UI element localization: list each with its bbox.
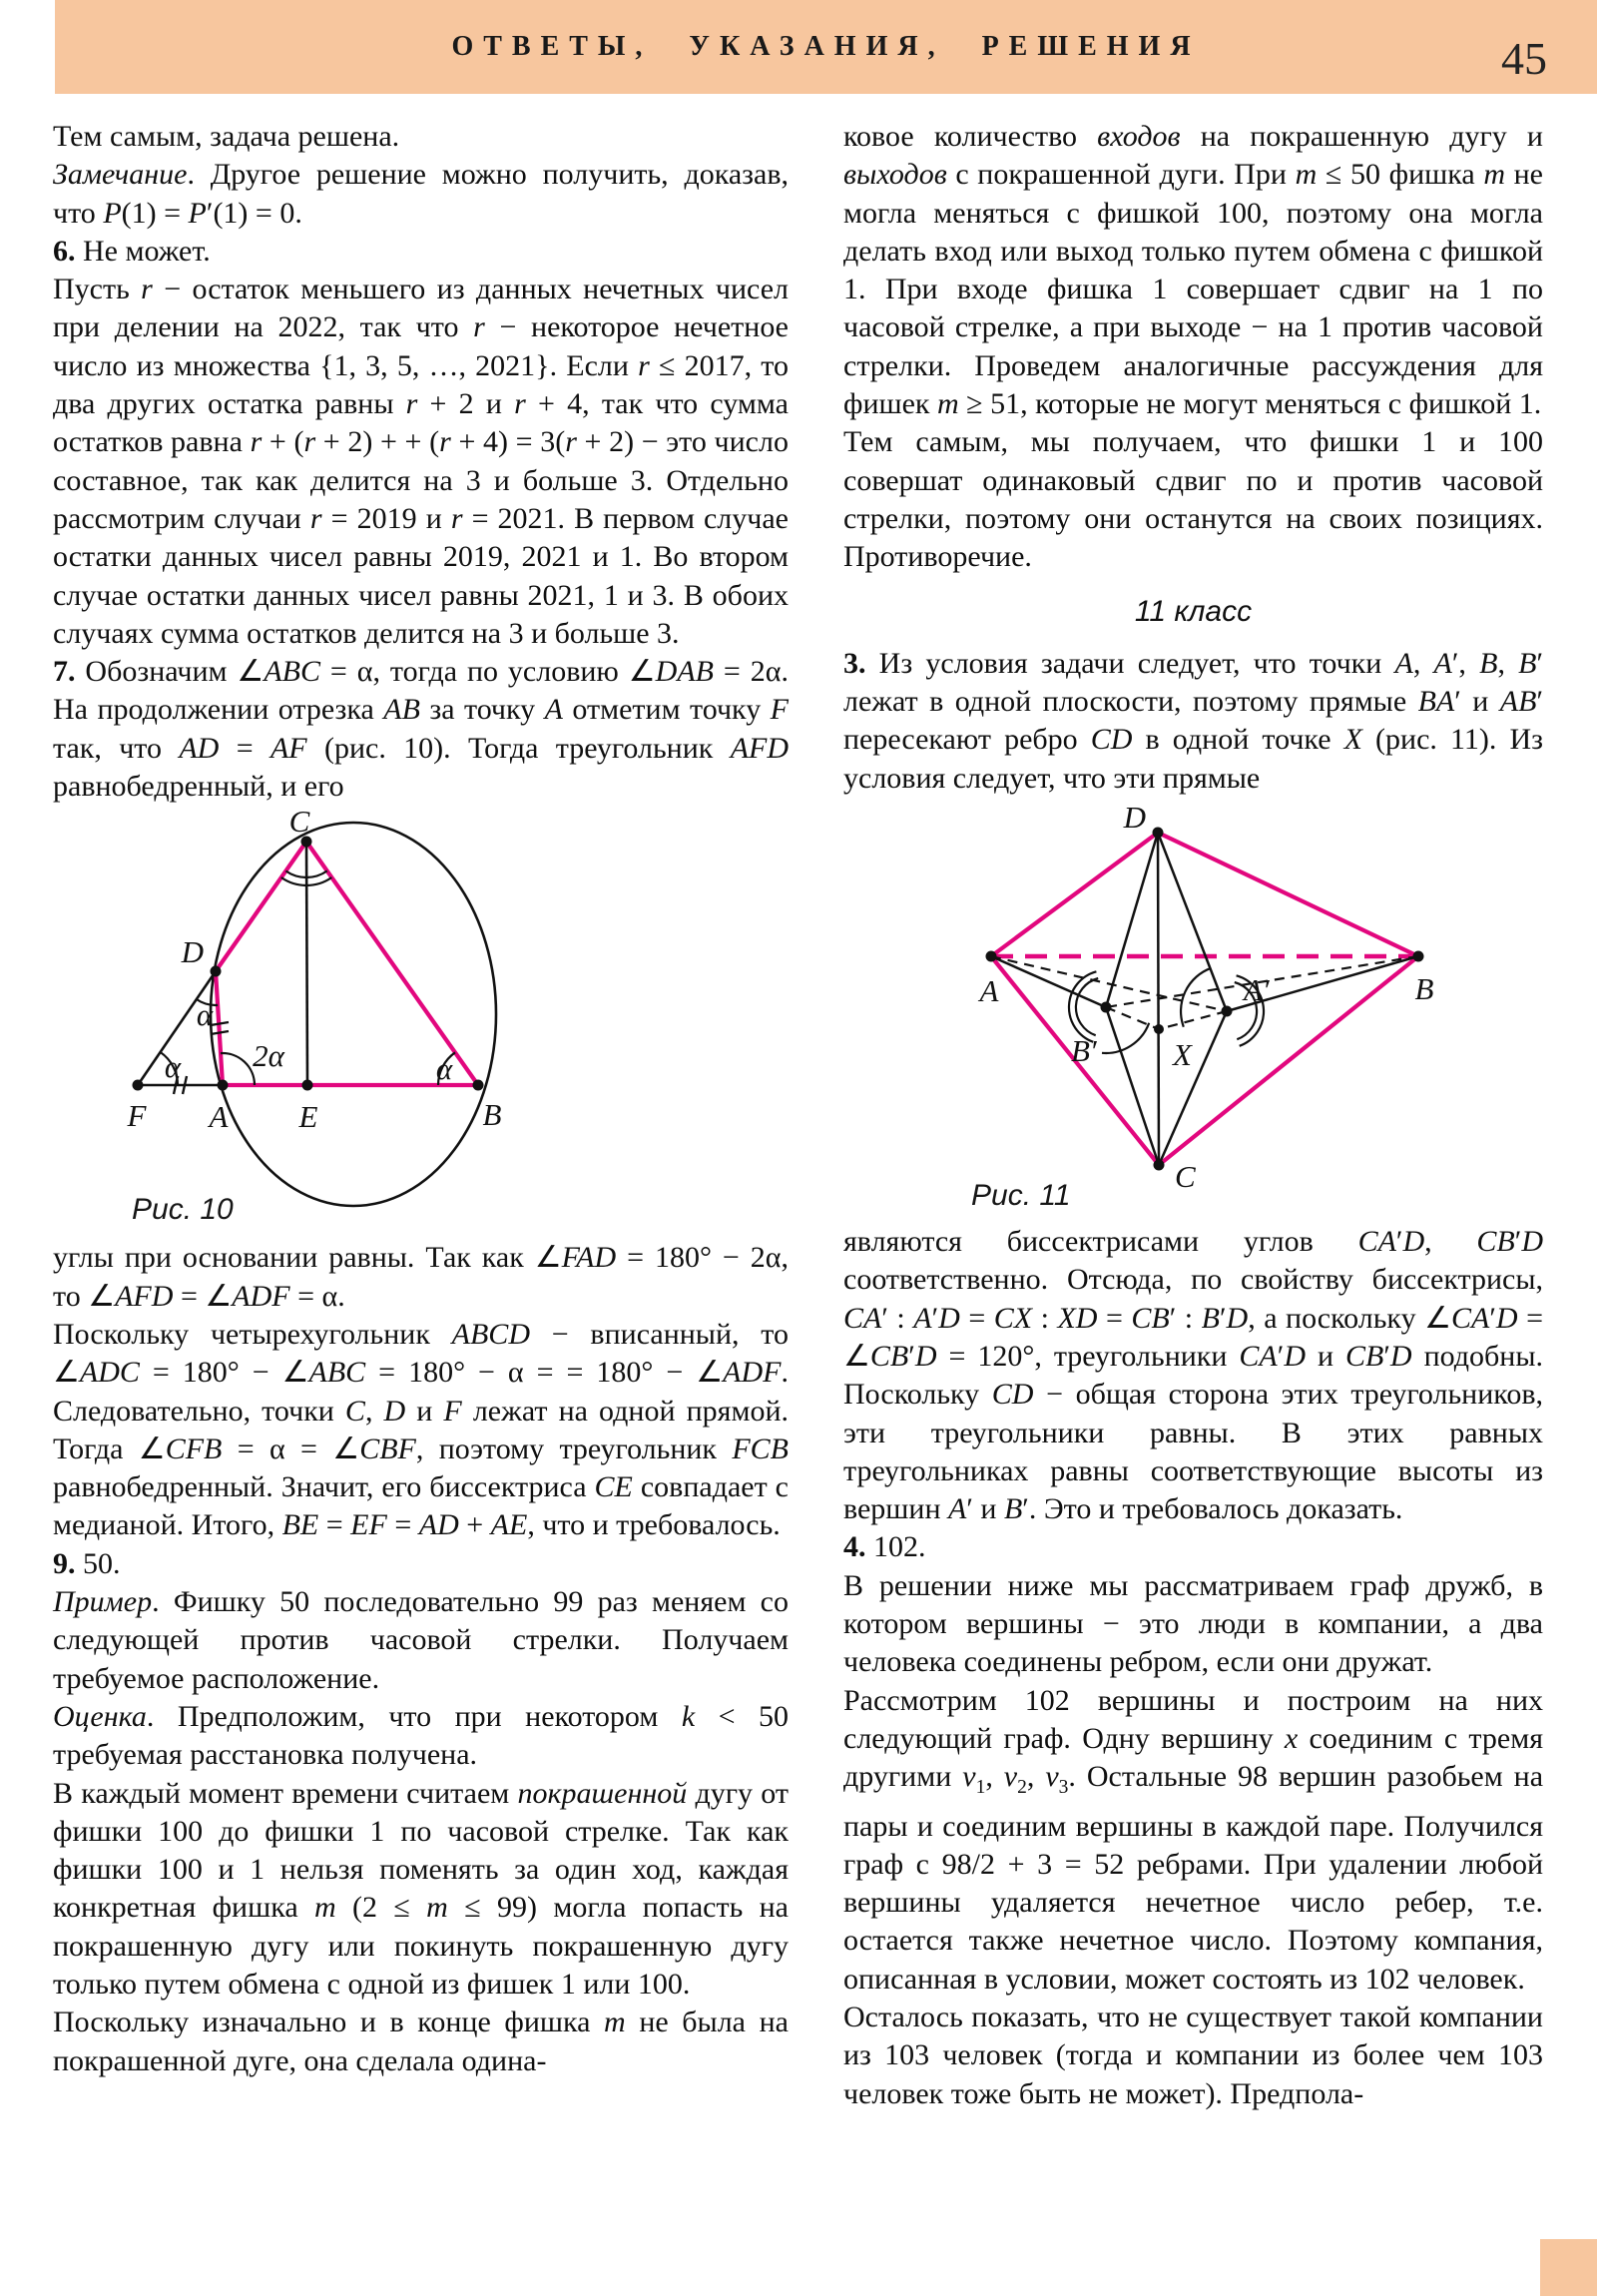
section-heading-grade-11: 11 класс	[1134, 594, 1253, 628]
label-C: C	[288, 810, 310, 840]
figure-11	[843, 804, 1543, 1215]
dashed-lines	[991, 956, 1418, 1029]
arc-Aprime-upper	[1181, 968, 1211, 1027]
arc-Bprime-lower	[1102, 1023, 1149, 1053]
label-D: D	[1123, 804, 1146, 836]
point-E	[302, 1080, 313, 1091]
point-B-prime	[1101, 1002, 1112, 1013]
label-alpha-F: α	[164, 1049, 182, 1085]
label-B-prime: B′	[1071, 1033, 1097, 1069]
label-B: B	[482, 1097, 502, 1133]
paragraph: Замечание. Другое решение можно получить, доказав, что P(1) = P′(1) = 0.	[53, 158, 789, 230]
point-A	[986, 951, 997, 962]
paragraph: являются биссектрисами углов CA′D, CB′D соответственно. Отсюда, по свойству биссектрисы, CA′ : A′D = CX : XD = CB′ : B′D, а поскольку ∠CA′D = ∠CB′D = 120°, треугольники CA′D и CB′D подобны. Поскольку CD − общая сторона этих треугольников, эти треугольники равны. В этих равных треугольниках равны соответствующие высоты из вершин A′ и B′. Это и требовалось доказать.	[843, 1225, 1544, 1526]
paragraph: В каждый момент времени считаем покрашенной дугу от фишки 100 до фишки 1 по часовой стрелке. Так как фишки 100 и 1 нельзя поменять за один ход, каждая конкретная фишка m (2 ≤ m ≤ 99) могла попасть на покрашенную дугу или покинуть покрашенную дугу только путем обмена с одной из фишек 1 или 100.	[53, 1776, 789, 2001]
point-B	[473, 1080, 484, 1091]
point-D	[1153, 828, 1164, 839]
circumscribed-circle	[211, 823, 496, 1206]
label-alpha-D: α	[196, 997, 214, 1033]
point-D	[211, 966, 222, 977]
paragraph: Рассмотрим 102 вершины и построим на них следующий граф. Одну вершину x соединим с тремя другими $v_1$, $v_2$, $v_3$. Остальные 98 вершин разобьем на пары и соединим вершины в каждой паре. Получился граф с 98/2 + 3 = 52 ребрами. При удалении любой вершины удаляется нечетное число ребер, т.е. остается также нечетное число. Поэтому компания, описанная в условии, может состоять из 102 человек.	[843, 1683, 1544, 1996]
figure-10	[53, 810, 789, 1233]
right-column	[843, 118, 1543, 2113]
label-alpha-B: α	[435, 1051, 453, 1087]
edge-BC	[1159, 956, 1418, 1165]
tick-DA-2	[211, 1031, 229, 1034]
page-title: ОТВЕТЫ, УКАЗАНИЯ, РЕШЕНИЯ	[451, 31, 1201, 62]
paragraph: Пусть r − остаток меньшего из данных нечетных чисел при делении на 2022, так что r − некоторое нечетное число из множества {1, 3, 5, …, 2021}. Если r ≤ 2017, то два других остатка равны r + 2 и r + 4, так что сумма остатков равна r + (r + 2) + + (r + 4) = 3(r + 2) − это число составное, так как делится на 3 и больше 3. Отдельно рассмотрим случаи r = 2019 и r = 2021. В первом случае остатки данных чисел равны 2019, 2021 и 1. Во втором случае остатки данных чисел равны 2021, 1 и 3. В обоих случаях сумма остатков делится на 3 и больше 3.	[53, 273, 789, 650]
page-corner-marker	[1540, 2239, 1597, 2296]
pink-edges	[991, 833, 1418, 1165]
left-column	[53, 118, 789, 2080]
arc-Bprime-inner	[1076, 978, 1098, 1035]
figure-11-caption: Рис. 11	[971, 1179, 1071, 1213]
segment-DBprime	[1106, 833, 1158, 1007]
paragraph: Поскольку четырехугольник ABCD − вписанный, то ∠ADC = 180° − ∠ABC = 180° − α = = 180° − ∠ADF. Следовательно, точки C, D и F лежат на одной прямой. Тогда ∠CFB = α = ∠CBF, поэтому треугольник FCB равнобедренный. Значит, его биссектриса CE совпадает с медианой. Итого, BE = EF = AD + AE, что и требовалось.	[53, 1317, 790, 1542]
page-number: 45	[1501, 33, 1547, 84]
figure-10-drawing	[53, 810, 789, 1233]
label-A: A	[209, 1099, 229, 1135]
point-A-prime	[1222, 1006, 1233, 1017]
paragraph: углы при основании равны. Так как ∠FAD = 180° − 2α, то ∠AFD = ∠ADF = α.	[53, 1241, 789, 1313]
edge-DB	[1158, 833, 1418, 956]
paragraph: 9. 50.	[53, 1546, 121, 1580]
edge-DC	[216, 842, 306, 971]
tick-DA-1	[211, 1022, 229, 1025]
point-B	[1413, 951, 1424, 962]
label-D: D	[181, 934, 204, 970]
paragraph: Осталось показать, что не существует такой компании из 103 человек (тогда и компании из более чем 103 человек тоже быть не может). Предпола-	[843, 2000, 1543, 2110]
label-F: F	[127, 1098, 147, 1134]
paragraph: Тем самым, задача решена.	[53, 120, 400, 153]
paragraph: 3. Из условия задачи следует, что точки A, A′, B, B′ лежат в одной плоскости, поэтому прямые BA′ и AB′ пересекают ребро CD в одной точке X (рис. 11). Из условия следует, что эти прямые	[843, 646, 1544, 795]
label-E: E	[298, 1099, 318, 1135]
arc-Bprime-outer	[1069, 971, 1096, 1042]
edge-AD	[991, 833, 1158, 956]
point-C	[1154, 1160, 1165, 1171]
paragraph: Пример. Фишку 50 последовательно 99 раз меняем со следующей против часовой стрелки. Получаем требуемое расположение.	[53, 1585, 789, 1695]
paragraph: 4. 102.	[843, 1530, 926, 1564]
vertex-dots	[986, 828, 1424, 1171]
paragraph: 7. Обозначим ∠ABC = α, тогда по условию ∠DAB = 2α. На продолжении отрезка AB за точку A отметим точку F так, что AD = AF (рис. 10). Тогда треугольник AFD равнобедренный, и его	[53, 655, 790, 804]
point-F	[133, 1080, 144, 1091]
paragraph: 6. Не может.	[53, 234, 211, 268]
label-X: X	[1173, 1037, 1192, 1073]
dashed-AprimeX	[1159, 1011, 1227, 1029]
paragraph: Поскольку изначально и в конце фишка m не была на покрашенной дуге, она сделала одина-	[53, 2006, 789, 2077]
paragraph: ковое количество входов на покрашенную дугу и выходов с покрашенной дуги. При m ≤ 50 фишка m не могла меняться с фишкой 100, поэтому она могла делать вход или выход только путем обмена с фишкой 1. При входе фишка 1 совершает сдвиг на 1 по часовой стрелке, а при выходе − на 1 против часовой стрелки. Проведем аналогичные рассуждения для фишек m ≥ 51, которые не могут меняться с фишкой 1.	[843, 120, 1543, 421]
label-B: B	[1414, 971, 1434, 1007]
angle-arc-A	[221, 1053, 255, 1085]
dashed-BprimeX	[1106, 1007, 1159, 1029]
paragraph: Оценка. Предположим, что при некотором k < 50 требуемая расстановка получена.	[53, 1699, 789, 1772]
header-band	[55, 0, 1597, 94]
black-lines	[991, 833, 1418, 1165]
paragraph: В решении ниже мы рассматриваем граф дружб, в котором вершины − это люди в компании, а два человека соединены ребром, если они дружат.	[843, 1568, 1543, 1679]
paragraph: Тем самым, мы получаем, что фишки 1 и 100 совершат одинаковый сдвиг по и против часовой стрелки, поэтому они останутся на своих позициях. Противоречие.	[843, 425, 1543, 574]
label-A-prime: A′	[1244, 972, 1270, 1008]
figure-11-drawing	[843, 804, 1543, 1215]
label-A: A	[979, 973, 999, 1009]
label-C: C	[1175, 1159, 1196, 1195]
label-two-alpha-A: 2α	[253, 1038, 284, 1074]
segment-BprimeC	[1106, 1007, 1159, 1165]
point-A	[218, 1080, 229, 1091]
segment-AprimeC	[1159, 1011, 1227, 1165]
point-X	[1154, 1024, 1164, 1034]
figure-10-caption: Рис. 10	[132, 1193, 234, 1227]
